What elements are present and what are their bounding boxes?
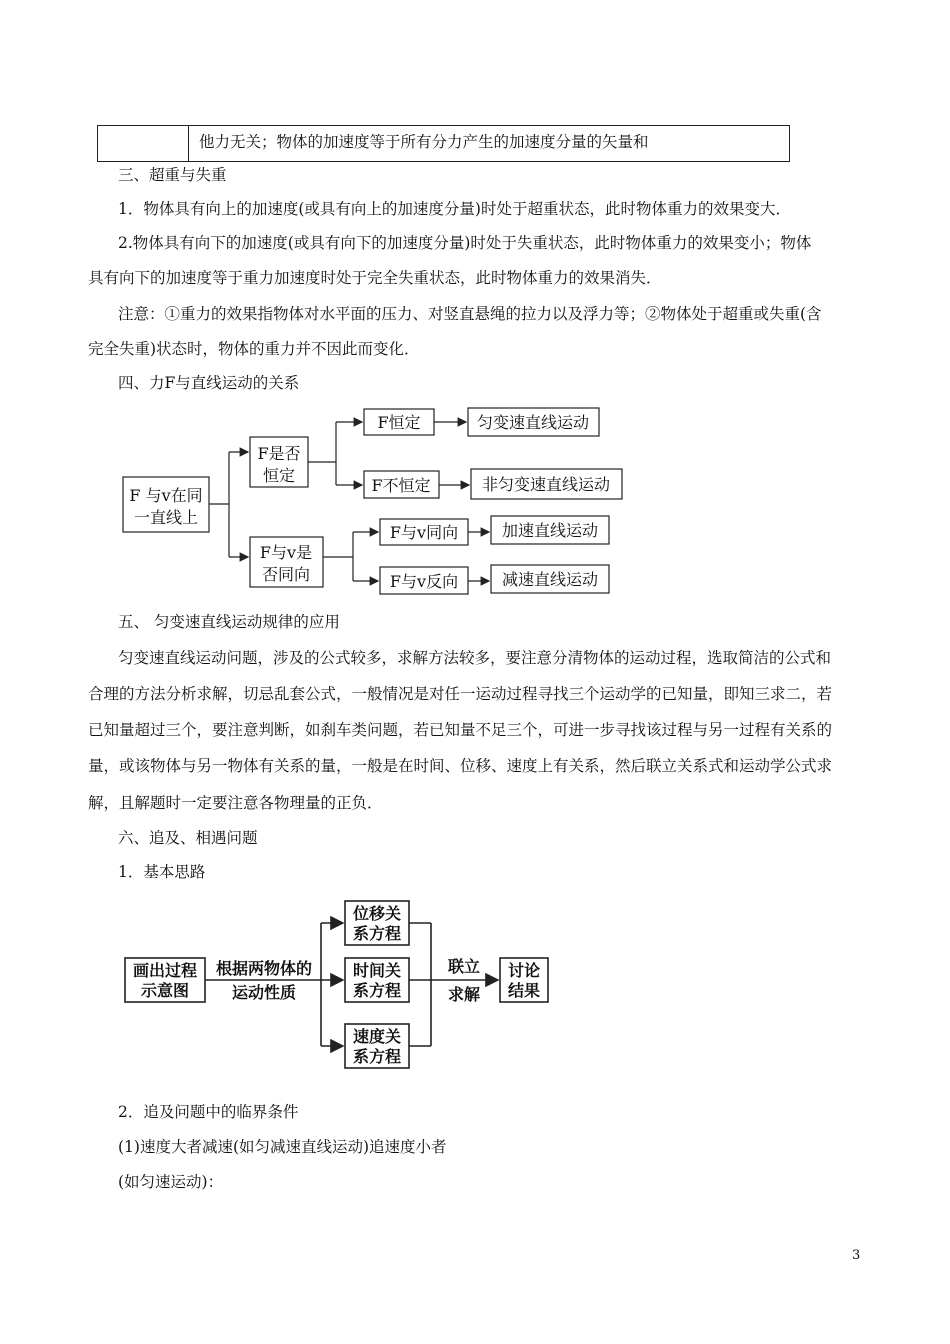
table-fragment bbox=[97, 125, 790, 162]
result-label-2: 结果 bbox=[507, 981, 541, 1000]
b2-label: F不恒定 bbox=[371, 476, 431, 495]
paragraph-line: 量，或该物体与另一物体有关系的量，一般是在时间、位移、速度上有关系，然后联立关系式和运动学公式求 bbox=[88, 757, 833, 775]
start-label-2: 示意图 bbox=[140, 981, 190, 1000]
b3-label: F与v同向 bbox=[389, 523, 459, 542]
b4-label: F与v反向 bbox=[389, 572, 459, 591]
table-cell-right: 他力无关；物体的加速度等于所有分力产生的加速度分量的矢量和 bbox=[189, 126, 790, 162]
eq3-label-1: 速度关 bbox=[352, 1027, 402, 1046]
basis-label-2: 运动性质 bbox=[231, 983, 297, 1002]
eq1-label-1: 位移关 bbox=[352, 904, 402, 923]
paragraph-line: 完全失重)状态时，物体的重力并不因此而变化． bbox=[88, 340, 420, 358]
solve-label-2: 求解 bbox=[447, 985, 481, 1004]
solve-label-1: 联立 bbox=[447, 957, 481, 976]
root-label-1: F 与v在同 bbox=[129, 486, 203, 505]
paragraph-line: 1．物体具有向上的加速度(或具有向上的加速度分量)时处于超重状态，此时物体重力的效果变大． bbox=[118, 200, 791, 218]
paragraph-line: 解，且解题时一定要注意各物理量的正负． bbox=[88, 794, 383, 812]
start-label-1: 画出过程 bbox=[132, 961, 198, 980]
eq2-label-1: 时间关 bbox=[352, 961, 402, 980]
result-label-1: 讨论 bbox=[507, 961, 541, 980]
q1-label-1: F是否 bbox=[257, 444, 301, 463]
table-cell-left bbox=[98, 126, 189, 162]
paragraph-line: 匀变速直线运动问题，涉及的公式较多，求解方法较多，要注意分清物体的运动过程，选取简洁的公式和 bbox=[118, 649, 832, 667]
paragraph-line: 具有向下的加速度等于重力加速度时处于完全失重状态，此时物体重力的效果消失． bbox=[88, 269, 662, 287]
r2-label: 非匀变速直线运动 bbox=[481, 475, 611, 494]
r1-label: 匀变速直线运动 bbox=[476, 413, 590, 432]
paragraph-line: 2.物体具有向下的加速度(或具有向下的加速度分量)时处于失重状态，此时物体重力的效果变小；物体 bbox=[118, 234, 812, 252]
q2-label-1: F与v是 bbox=[259, 543, 313, 562]
root-label-2: 一直线上 bbox=[133, 508, 199, 527]
force-motion-diagram bbox=[115, 400, 635, 600]
paragraph-line: (如匀速运动)： bbox=[118, 1173, 224, 1191]
b1-label: F恒定 bbox=[377, 413, 421, 432]
section-heading-4: 四、力F与直线运动的关系 bbox=[118, 374, 300, 392]
eq2-label-2: 系方程 bbox=[352, 981, 402, 1000]
subheading: 1．基本思路 bbox=[118, 863, 206, 881]
paragraph-line: 注意：①重力的效果指物体对水平面的压力、对竖直悬绳的拉力以及浮力等；②物体处于超重或失重(含 bbox=[118, 305, 822, 323]
r4-label: 减速直线运动 bbox=[501, 570, 599, 589]
paragraph-line: 合理的方法分析求解，切忌乱套公式，一般情况是对任一运动过程寻找三个运动学的已知量，即知三求二，若 bbox=[88, 685, 833, 703]
basis-label-1: 根据两物体的 bbox=[215, 959, 313, 978]
section-heading-3: 三、超重与失重 bbox=[118, 166, 227, 184]
q2-label-2: 否同向 bbox=[261, 565, 311, 584]
r3-label: 加速直线运动 bbox=[501, 521, 599, 540]
eq1-label-2: 系方程 bbox=[352, 924, 402, 943]
section-heading-5: 五、 匀变速直线运动规律的应用 bbox=[118, 613, 340, 631]
paragraph-line: (1)速度大者减速(如匀减速直线运动)追速度小者 bbox=[118, 1138, 447, 1156]
pursuit-approach-diagram bbox=[118, 890, 558, 1075]
section-heading-6: 六、追及、相遇问题 bbox=[118, 829, 258, 847]
eq3-label-2: 系方程 bbox=[352, 1047, 402, 1066]
q1-label-2: 恒定 bbox=[262, 466, 296, 485]
subheading: 2．追及问题中的临界条件 bbox=[118, 1103, 299, 1121]
paragraph-line: 已知量超过三个，要注意判断，如刹车类问题，若已知量不足三个，可进一步寻找该过程与另一过程有关系的 bbox=[88, 721, 833, 739]
page-number: 3 bbox=[852, 1248, 861, 1263]
